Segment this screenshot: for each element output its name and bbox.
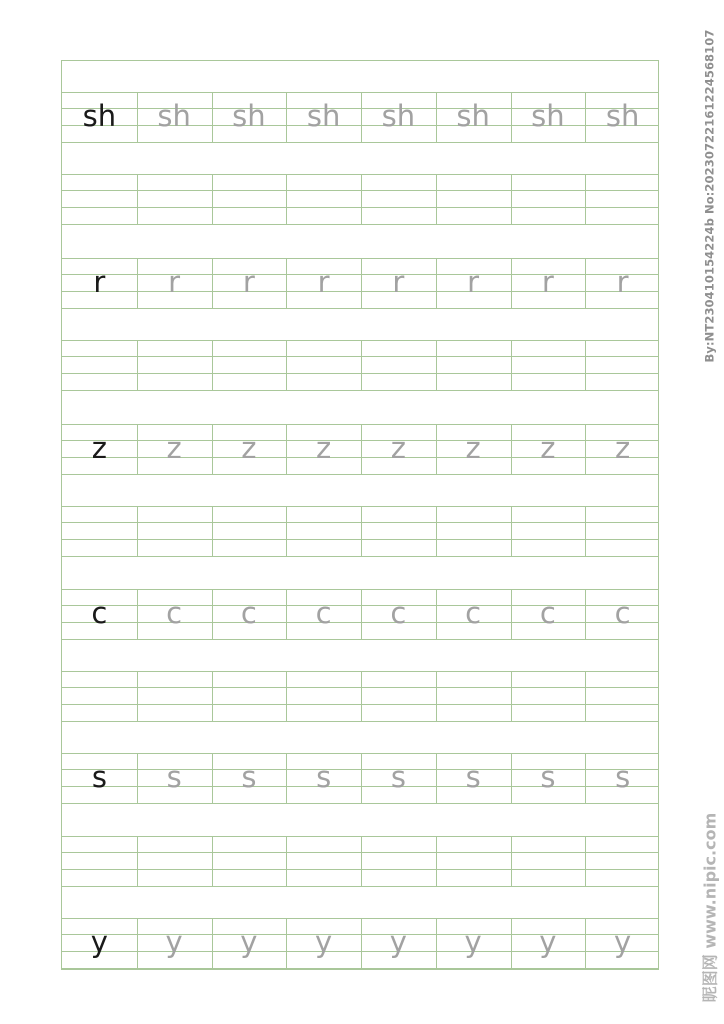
trace-letter <box>436 589 511 639</box>
letter-text: c <box>166 595 183 630</box>
guide-line <box>62 639 658 640</box>
practice-band <box>62 340 658 390</box>
column-divider <box>137 836 138 886</box>
guide-line <box>62 224 658 225</box>
letter-text: c <box>390 595 407 630</box>
letter-text: r <box>616 264 629 299</box>
trace-letter <box>137 918 212 968</box>
guide-line <box>62 142 658 143</box>
trace-letter <box>511 753 586 803</box>
trace-letter <box>212 753 287 803</box>
model-letter <box>62 589 137 639</box>
letter-text: y <box>240 924 258 959</box>
model-letter <box>62 258 137 308</box>
letter-text: sh <box>82 98 117 133</box>
column-divider <box>585 174 586 224</box>
model-letter <box>62 92 137 142</box>
guide-line <box>62 356 658 357</box>
guide-line <box>62 190 658 191</box>
practice-band <box>62 671 658 721</box>
trace-letter <box>212 424 287 474</box>
guide-line <box>62 207 658 208</box>
practice-band <box>62 836 658 886</box>
letter-text: sh <box>157 98 191 133</box>
trace-letter <box>137 589 212 639</box>
letter-text: y <box>90 924 108 959</box>
guide-line <box>62 704 658 705</box>
column-divider <box>286 671 287 721</box>
column-divider <box>361 836 362 886</box>
trace-letter <box>286 589 361 639</box>
column-divider <box>212 340 213 390</box>
column-divider <box>511 174 512 224</box>
model-letter <box>62 424 137 474</box>
trace-letter <box>286 258 361 308</box>
trace-letter <box>286 92 361 142</box>
column-divider <box>436 174 437 224</box>
column-divider <box>212 506 213 556</box>
trace-letter <box>361 918 436 968</box>
letter-text: z <box>615 430 631 465</box>
guide-line <box>62 687 658 688</box>
column-divider <box>286 174 287 224</box>
guide-line <box>62 522 658 523</box>
trace-letter <box>212 918 287 968</box>
letter-band <box>62 918 658 968</box>
column-divider <box>585 671 586 721</box>
letter-text: c <box>614 595 631 630</box>
letter-text: s <box>390 759 406 794</box>
trace-letter <box>436 918 511 968</box>
letter-text: s <box>540 759 556 794</box>
letter-text: z <box>465 430 481 465</box>
letter-text: y <box>464 924 482 959</box>
column-divider <box>212 174 213 224</box>
guide-line <box>62 803 658 804</box>
trace-letter <box>286 753 361 803</box>
column-divider <box>137 671 138 721</box>
column-divider <box>137 174 138 224</box>
column-divider <box>436 671 437 721</box>
trace-letter <box>212 589 287 639</box>
trace-letter <box>436 753 511 803</box>
trace-letter <box>511 92 586 142</box>
letter-text: y <box>165 924 183 959</box>
letter-text: sh <box>605 98 640 133</box>
trace-letter <box>361 92 436 142</box>
column-divider <box>286 836 287 886</box>
trace-letter <box>361 258 436 308</box>
guide-line <box>62 671 658 672</box>
trace-letter <box>585 753 660 803</box>
letter-text: z <box>540 430 556 465</box>
guide-line <box>62 340 658 341</box>
letter-text: sh <box>531 98 565 133</box>
letter-text: sh <box>232 98 266 133</box>
letter-text: r <box>242 264 255 299</box>
trace-letter <box>511 424 586 474</box>
guide-line <box>62 474 658 475</box>
guide-line <box>62 852 658 853</box>
trace-letter <box>137 92 212 142</box>
column-divider <box>511 506 512 556</box>
letter-text: z <box>390 430 406 465</box>
trace-letter <box>436 92 511 142</box>
letter-text: c <box>240 595 257 630</box>
guide-line <box>62 373 658 374</box>
letter-text: y <box>389 924 407 959</box>
column-divider <box>361 506 362 556</box>
model-letter <box>62 753 137 803</box>
letter-text: s <box>241 759 257 794</box>
letter-text: s <box>615 759 631 794</box>
letter-text: z <box>316 430 332 465</box>
letter-text: y <box>539 924 557 959</box>
guide-line <box>62 721 658 722</box>
guide-line <box>62 886 658 887</box>
letter-band <box>62 589 658 639</box>
guide-line <box>62 539 658 540</box>
watermark-id: By:NT230410154224b No:20230722161224568107 <box>702 29 717 363</box>
guide-line <box>62 506 658 507</box>
letter-band <box>62 424 658 474</box>
letter-text: r <box>541 264 554 299</box>
column-divider <box>137 340 138 390</box>
column-divider <box>361 671 362 721</box>
column-divider <box>286 506 287 556</box>
letter-text: z <box>241 430 257 465</box>
letter-text: c <box>91 595 108 630</box>
letter-text: y <box>614 924 632 959</box>
letter-text: r <box>392 264 405 299</box>
letter-text: y <box>315 924 333 959</box>
guide-line <box>62 308 658 309</box>
trace-letter <box>286 918 361 968</box>
letter-text: z <box>166 430 182 465</box>
letter-text: s <box>166 759 182 794</box>
column-divider <box>511 671 512 721</box>
column-divider <box>436 340 437 390</box>
trace-letter <box>585 424 660 474</box>
guide-line <box>62 390 658 391</box>
letter-text: r <box>317 264 330 299</box>
letter-text: r <box>93 264 106 299</box>
trace-letter <box>137 753 212 803</box>
guide-line <box>62 556 658 557</box>
letter-text: s <box>465 759 481 794</box>
letter-text: c <box>539 595 556 630</box>
guide-line <box>62 968 658 969</box>
trace-letter <box>511 258 586 308</box>
column-divider <box>511 836 512 886</box>
trace-letter <box>585 258 660 308</box>
letter-text: r <box>168 264 181 299</box>
guide-line <box>62 174 658 175</box>
letter-text: c <box>315 595 332 630</box>
trace-letter <box>286 424 361 474</box>
writing-grid-sheet <box>61 60 659 970</box>
trace-letter <box>137 424 212 474</box>
trace-letter <box>436 258 511 308</box>
letter-text: r <box>467 264 480 299</box>
watermark-site: 昵图网 www.nipic.com <box>700 812 720 1002</box>
letter-text: sh <box>306 98 341 133</box>
column-divider <box>361 340 362 390</box>
trace-letter <box>361 753 436 803</box>
trace-letter <box>585 589 660 639</box>
column-divider <box>137 506 138 556</box>
column-divider <box>436 836 437 886</box>
practice-band <box>62 174 658 224</box>
column-divider <box>361 174 362 224</box>
trace-letter <box>361 589 436 639</box>
trace-letter <box>361 424 436 474</box>
trace-letter <box>137 258 212 308</box>
letter-text: s <box>91 759 107 794</box>
trace-letter <box>436 424 511 474</box>
practice-band <box>62 506 658 556</box>
trace-letter <box>212 258 287 308</box>
column-divider <box>212 671 213 721</box>
trace-letter <box>585 92 660 142</box>
column-divider <box>585 836 586 886</box>
guide-line <box>62 836 658 837</box>
letter-band <box>62 92 658 142</box>
column-divider <box>585 506 586 556</box>
column-divider <box>286 340 287 390</box>
guide-line <box>62 869 658 870</box>
column-divider <box>585 340 586 390</box>
letter-band <box>62 258 658 308</box>
trace-letter <box>585 918 660 968</box>
column-divider <box>436 506 437 556</box>
letter-text: s <box>316 759 332 794</box>
model-letter <box>62 918 137 968</box>
letter-text: z <box>91 430 107 465</box>
trace-letter <box>511 918 586 968</box>
column-divider <box>511 340 512 390</box>
column-divider <box>212 836 213 886</box>
trace-letter <box>212 92 287 142</box>
letter-band <box>62 753 658 803</box>
letter-text: sh <box>381 98 416 133</box>
trace-letter <box>511 589 586 639</box>
letter-text: sh <box>456 98 490 133</box>
letter-text: c <box>465 595 482 630</box>
